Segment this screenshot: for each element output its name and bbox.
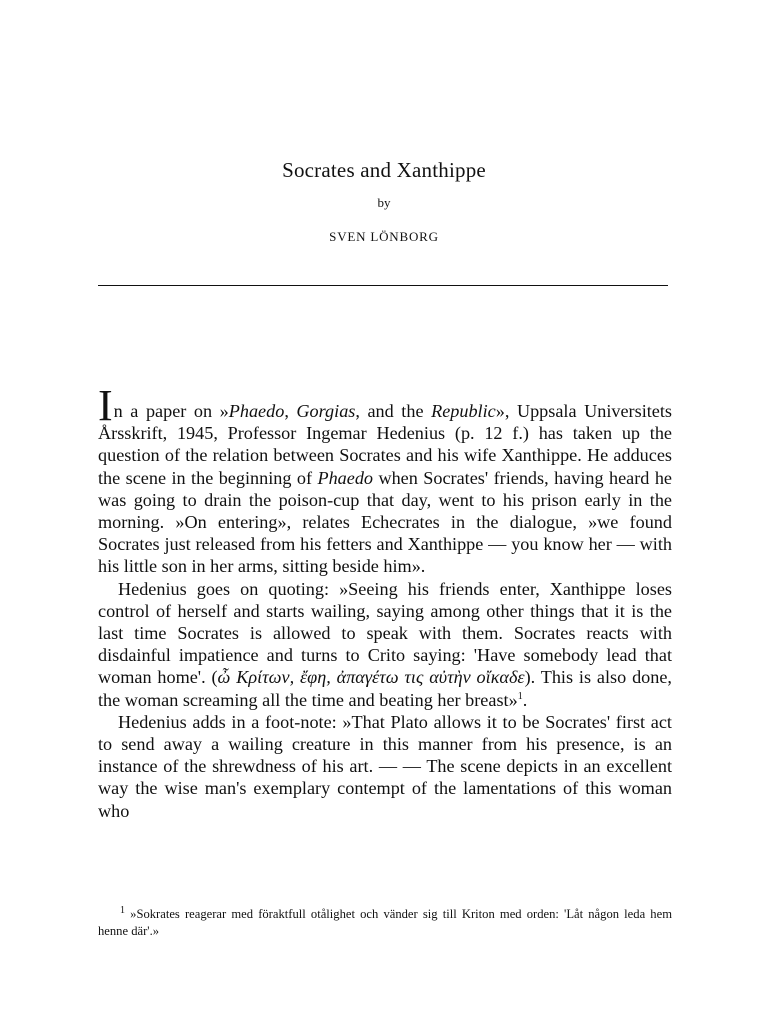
p2-text-1: Hedenius goes on quoting: »Seeing his friends enter, Xanthippe loses control of herself and starts wailing, saying among other things that it is the last time Socrates is allowed to speak with them. Socrates reacts with disdainful impatience and turns to Crito saying: 'Have somebody lead that woman home'. (	[98, 578, 672, 688]
p1-italic-gorgias: Gorgias	[296, 401, 356, 421]
footnote-text: »Sokrates reagerar med föraktfull otålighet och vänder sig till Kriton med orden: 'Låt någon leda hem henne där'.»	[98, 907, 672, 938]
footnote-marker: 1	[120, 904, 125, 916]
p1-text-2: ,	[284, 401, 297, 421]
p2-greek-quote: ὦ Κρίτων, ἔφη, ἀπαγέτω τις αὐτὴν οἴκαδε	[217, 667, 525, 688]
header-rule	[98, 285, 668, 286]
drop-cap: I	[98, 381, 113, 430]
article-title: Socrates and Xanthippe	[282, 158, 486, 182]
p1-text-1: n a paper on »	[113, 401, 229, 421]
article-body	[98, 381, 673, 822]
paragraph-1	[98, 381, 673, 578]
p2-text-2: ). This is also done, the woman screaming all the time and beating her breast»	[98, 667, 672, 710]
footnotes	[98, 906, 672, 940]
author-name: SVEN LÖNBORG	[329, 229, 439, 244]
paragraph-3	[98, 711, 672, 822]
byline-by: by	[377, 195, 391, 210]
p1-italic-phaedo: Phaedo	[228, 401, 285, 421]
p1-italic-phaedo-2: Phaedo	[317, 467, 374, 488]
footnote-1	[98, 906, 672, 940]
footnote-ref-1[interactable]: 1	[517, 690, 523, 702]
p1-text-4: », Uppsala Universitets Årsskrift, 1945, Professor Ingemar Hedenius (p. 12 f.) has taken up the question of the relation between Socrates and his wife Xanthippe. He adduces the scene in the beginning of	[98, 401, 673, 488]
p2-text-3: .	[522, 689, 528, 710]
p1-text-3: , and the	[355, 401, 432, 421]
p1-text-5: when Socrates' friends, having heard he was going to drain the poison-cup that day, went to his prison early in the morning. »On entering», relates Echecrates in the dialogue, »we found Socrates just released from his fetters and Xanthippe — you know her — with his little son in her arms, sitting beside him».	[98, 467, 672, 577]
p3-text: Hedenius adds in a foot-note: »That Plato allows it to be Socrates' first act to send away a wailing creature in this manner from his presence, is an instance of the shrewdness of his art. — — The scene depicts in an excellent way the wise man's exemplary contempt of the lamentations of this woman who	[98, 711, 672, 821]
p1-italic-republic: Republic	[431, 401, 496, 421]
paragraph-2	[98, 578, 672, 711]
